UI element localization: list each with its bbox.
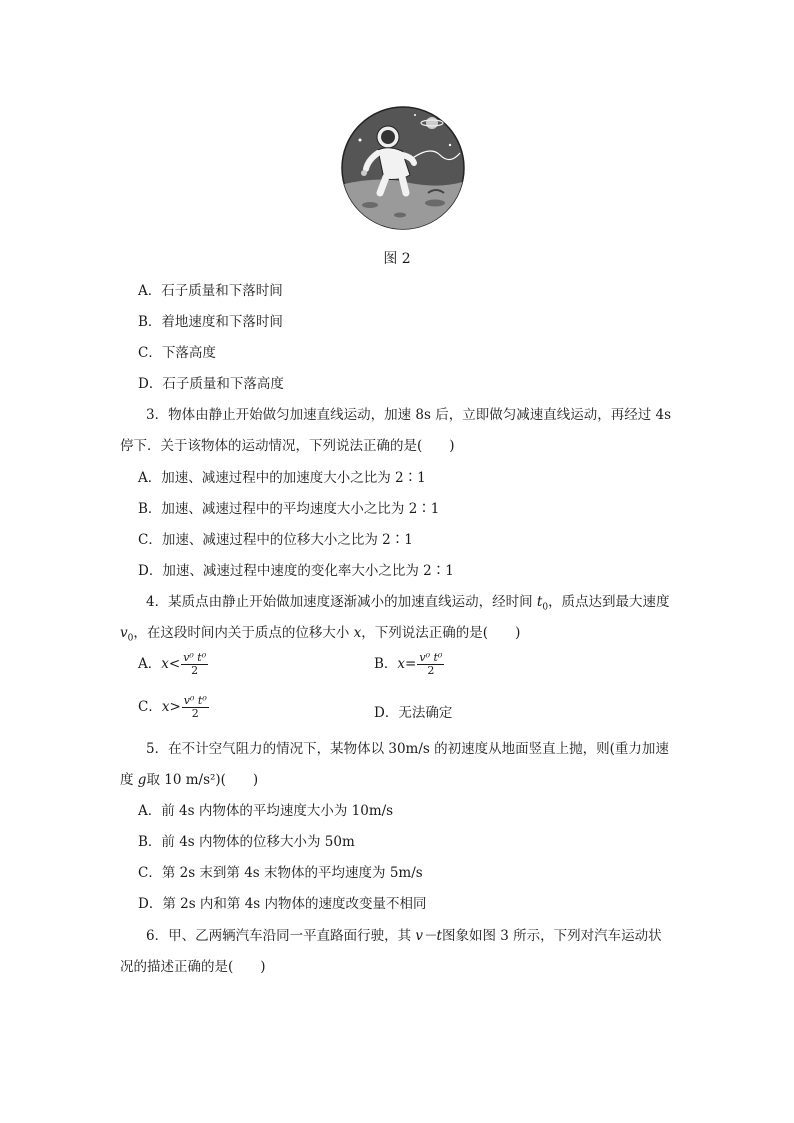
q6-stem-text-b: 图象如图 3 所示，下列对汽车运动状 (441, 928, 662, 944)
q2-option-c: C．下落高度 (138, 345, 216, 361)
fraction-denominator: 2 (191, 707, 199, 720)
q5-stem-line1: 5．在不计空气阻力的情况下，某物体以 30m/s 的初速度从地面竖直上抛，则(重力加速 (146, 741, 669, 757)
q4-stem-text-d: ，下列说法正确的是( ) (361, 625, 521, 641)
q4-option-c-fraction (182, 695, 209, 720)
q3-option-a: A．加速、减速过程中的加速度大小之比为 2∶1 (138, 470, 426, 486)
q4-v0-subscript: 0 (127, 633, 134, 644)
q3-stem-line1: 3．物体由静止开始做匀加速直线运动，加速 8s 后，立即做匀减速直线运动，再经过 4s (146, 407, 671, 423)
q4-option-b-label: B． (374, 656, 398, 672)
figure-caption: 图 2 (383, 251, 411, 267)
q4-t0-symbol: t (536, 594, 543, 610)
q4-stem-text-a: 4．某质点由静止开始做加速度逐渐减小的加速直线运动，经时间 (146, 594, 537, 610)
q4-option-c-label: C． (138, 699, 162, 715)
q6-stem-line1 (146, 927, 662, 945)
q5-stem-line2 (120, 771, 258, 789)
q4-option-c (138, 695, 209, 720)
q3-option-b: B．加速、减速过程中的平均速度大小之比为 2∶1 (138, 501, 440, 517)
q5-option-d: D．第 2s 内和第 4s 内物体的速度改变量不相同 (138, 896, 427, 912)
q3-option-c: C．加速、减速过程中的位移大小之比为 2∶1 (138, 532, 413, 548)
q4-option-a-relation: x< (161, 656, 181, 672)
q4-v0-symbol: v (120, 625, 128, 641)
q4-stem-text-c: ，在这段时间内关于质点的位移大小 (133, 625, 354, 641)
q4-option-d: D．无法确定 (374, 705, 453, 721)
q2-option-d: D．石子质量和下落高度 (138, 376, 284, 392)
fraction-denominator: 2 (427, 664, 435, 677)
q4-stem-text-b: ，质点达到最大速度 (548, 594, 670, 610)
astronaut-on-moon-illustration (340, 105, 466, 231)
q4-stem-line2 (120, 624, 520, 648)
q5-g-symbol: g (137, 772, 147, 788)
q4-option-a (138, 652, 208, 677)
q5-option-b: B．前 4s 内物体的位移大小为 50m (138, 834, 355, 850)
q5-option-a: A．前 4s 内物体的平均速度大小为 10m/s (138, 803, 394, 819)
q4-option-b (374, 652, 444, 677)
fraction-numerator: v⁰ t⁰ (183, 694, 207, 707)
q4-option-b-fraction (417, 652, 444, 677)
q3-option-d: D．加速、减速过程中速度的变化率大小之比为 2∶1 (138, 563, 454, 579)
q4-option-a-fraction (181, 652, 208, 677)
q6-vt-symbol: v－t (415, 928, 442, 944)
q4-t0-subscript: 0 (542, 602, 549, 613)
q4-x-symbol: x (353, 625, 362, 641)
q6-stem-line2: 况的描述正确的是( ) (120, 959, 266, 975)
q4-option-a-label: A． (138, 656, 162, 672)
q3-stem-line2: 停下．关于该物体的运动情况，下列说法正确的是( ) (120, 438, 455, 454)
q4-stem-line1 (146, 593, 670, 617)
q2-option-b: B．着地速度和下落时间 (138, 314, 283, 330)
fraction-numerator: v⁰ t⁰ (419, 651, 443, 664)
fraction-numerator: v⁰ t⁰ (183, 651, 207, 664)
q4-option-c-relation: x> (161, 699, 181, 715)
fraction-denominator: 2 (191, 664, 199, 677)
q2-option-a: A．石子质量和下落时间 (138, 283, 283, 299)
q5-stem-text-a: 度 (120, 772, 138, 788)
q4-option-b-relation: x= (397, 656, 417, 672)
q5-option-c: C．第 2s 末到第 4s 末物体的平均速度为 5m/s (138, 865, 423, 881)
q6-stem-text-a: 6．甲、乙两辆汽车沿同一平直路面行驶，其 (146, 928, 416, 944)
q5-stem-text-b: 取 10 m/s²)( ) (146, 772, 259, 788)
